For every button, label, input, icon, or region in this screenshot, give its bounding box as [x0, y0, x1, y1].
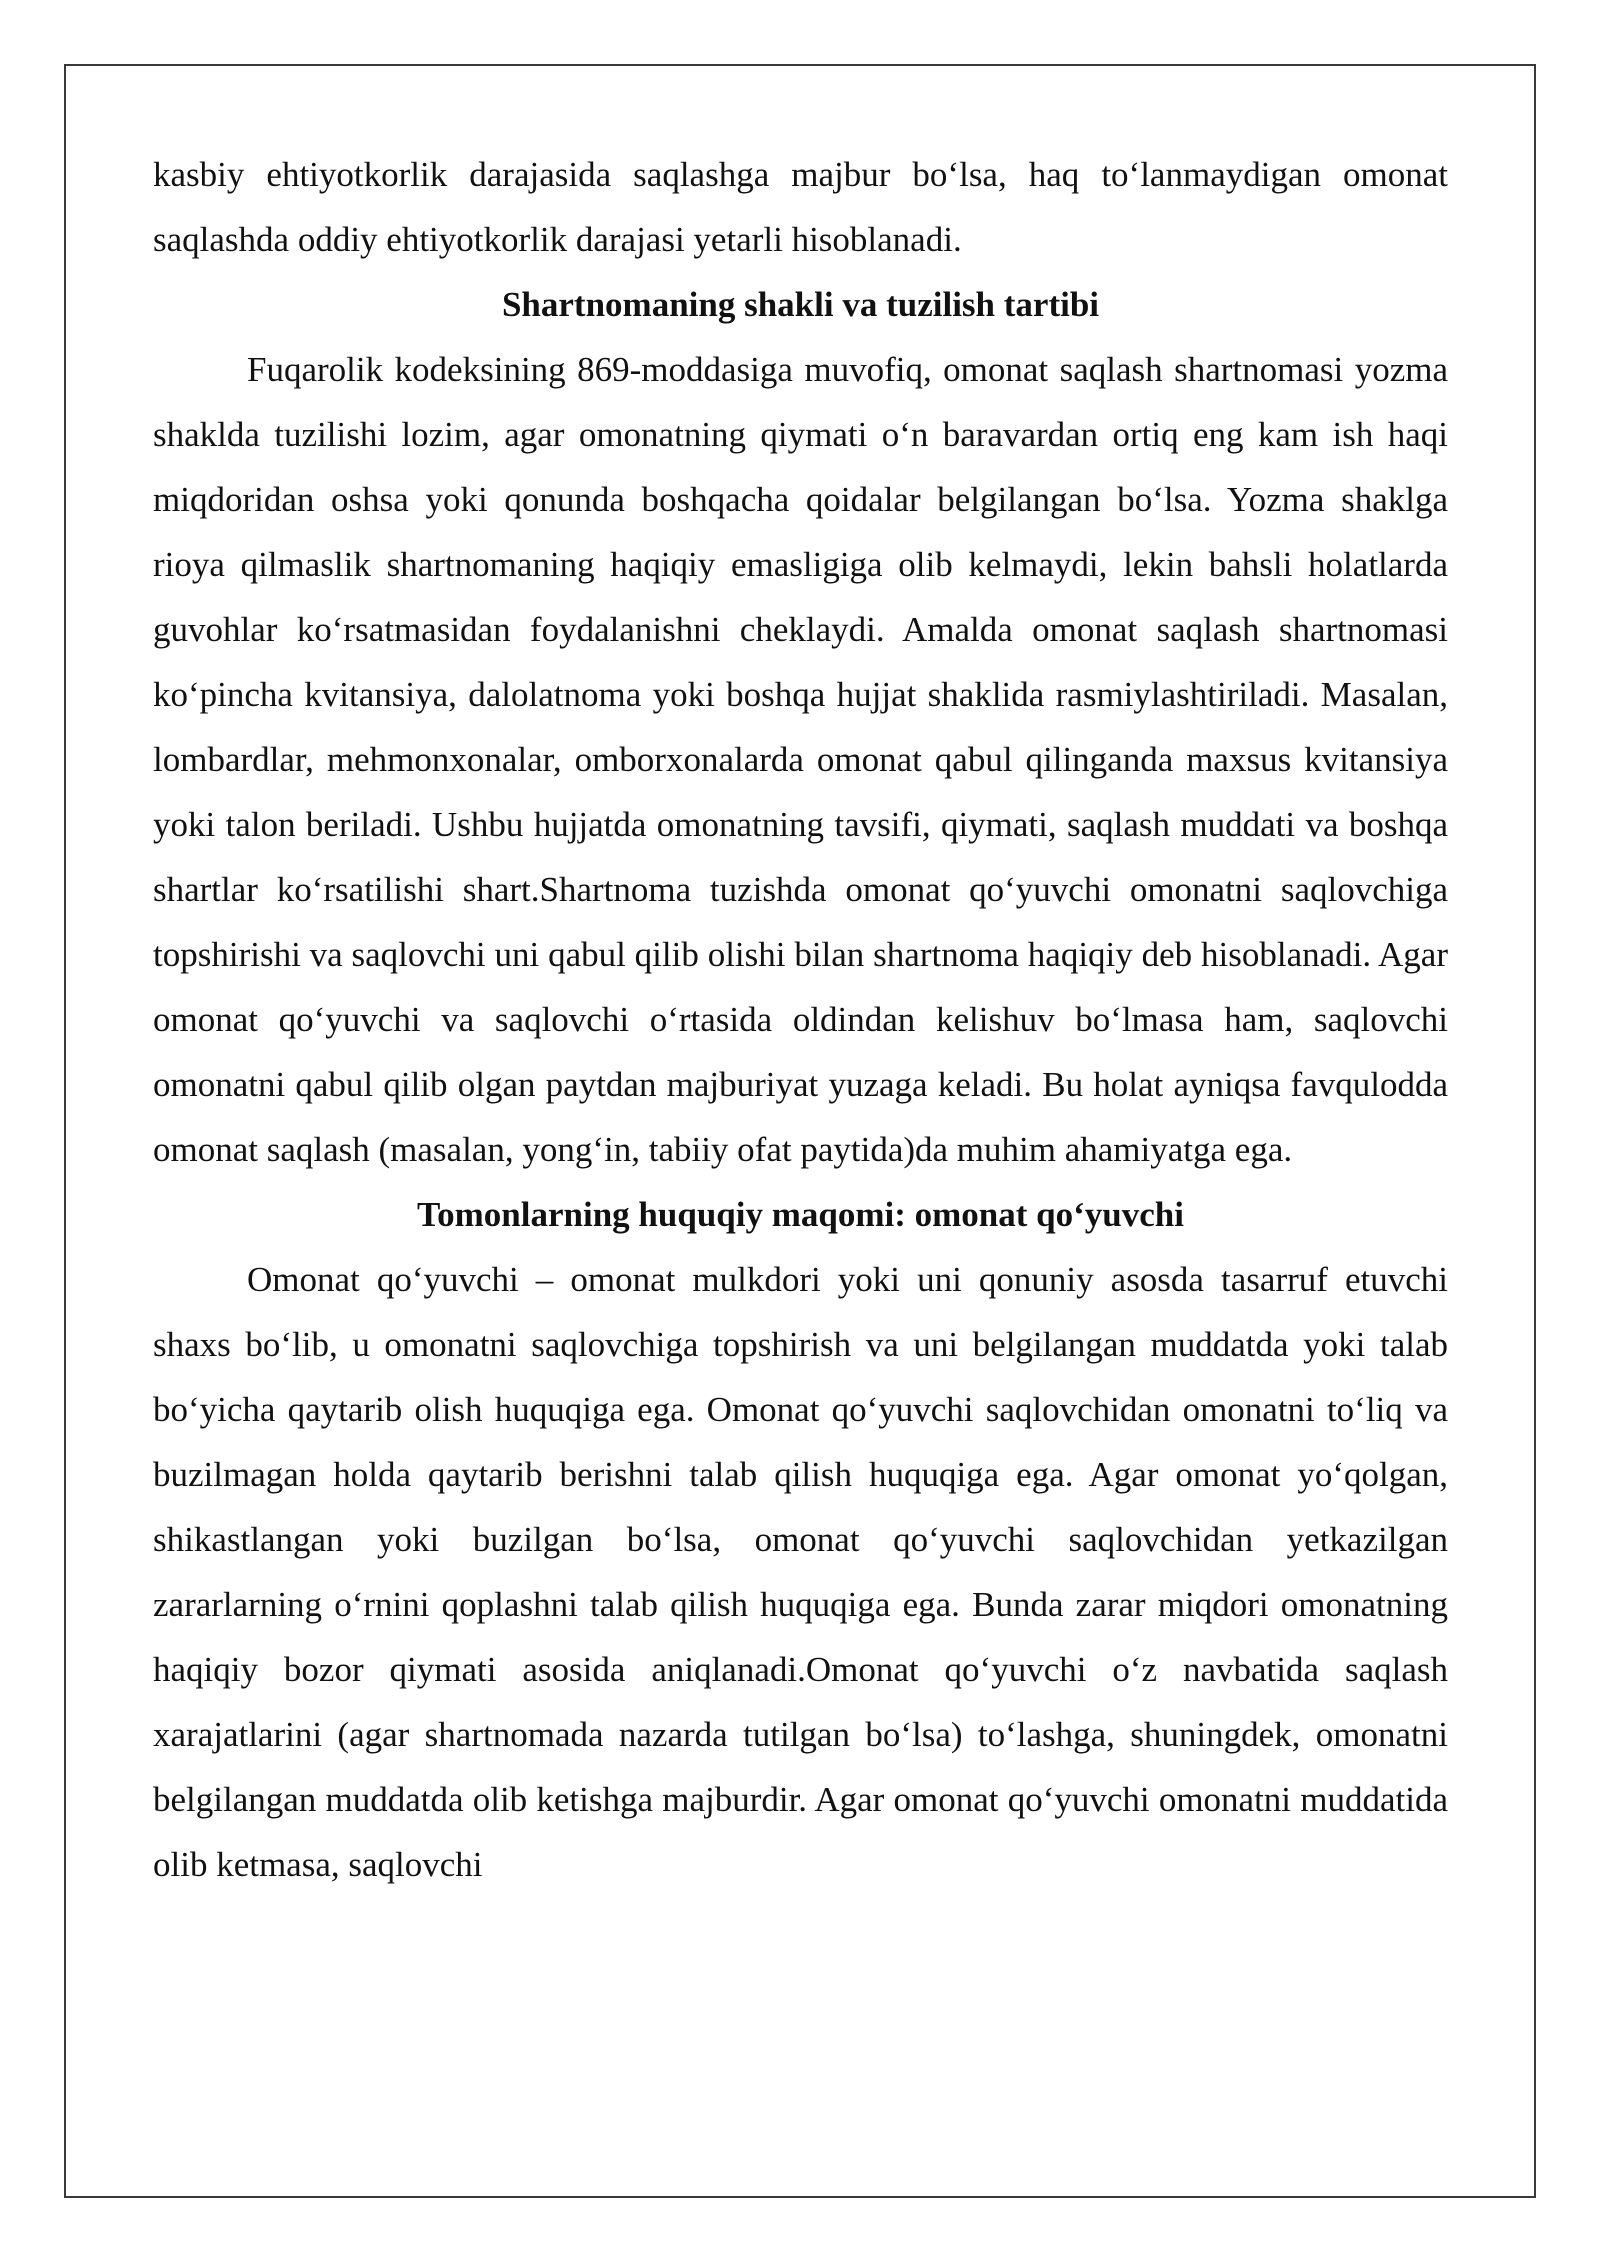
- paragraph-intro: kasbiy ehtiyotkorlik darajasida saqlashga majbur bo‘lsa, haq to‘lanmaydigan omonat saqlashda oddiy ehtiyotkorlik darajasi yetarli hisoblanadi.: [153, 155, 1448, 259]
- paragraph-depositor: Omonat qo‘yuvchi – omonat mulkdori yoki uni qonuniy asosda tasarruf etuvchi shaxs bo‘lib, u omonatni saqlovchiga topshirish va uni belgilangan muddatda yoki talab bo‘yicha qaytarib olish huquqiga ega. Omonat qo‘yuvchi saqlovchidan omonatni to‘liq va buzilmagan holda qaytarib berishni talab qilish huquqiga ega. Agar omonat yo‘qolgan, shikastlangan yoki buzilgan bo‘lsa, omonat qo‘yuvchi saqlovchidan yetkazilgan zararlarning o‘rnini qoplashni talab qilish huquqiga ega. Bunda zarar miqdori omonatning haqiqiy bozor qiymati asosida aniqlanadi.Omonat qo‘yuvchi o‘z navbatida saqlash xarajatlarini (agar shartnomada nazarda tutilgan bo‘lsa) to‘lashga, shuningdek, omonatni belgilangan muddatda olib ketishga majburdir. Agar omonat qo‘yuvchi omonatni muddatida olib ketmasa, saqlovchi: [153, 1260, 1448, 1884]
- paragraph-form: Fuqarolik kodeksining 869-moddasiga muvofiq, omonat saqlash shartnomasi yozma shaklda tuzilishi lozim, agar omonatning qiymati o‘n baravardan ortiq eng kam ish haqi miqdoridan oshsa yoki qonunda boshqacha qoidalar belgilangan bo‘lsa. Yozma shaklga rioya qilmaslik shartnomaning haqiqiy emasligiga olib kelmaydi, lekin bahsli holatlarda guvohlar ko‘rsatmasidan foydalanishni cheklaydi. Amalda omonat saqlash shartnomasi ko‘pincha kvitansiya, dalolatnoma yoki boshqa hujjat shaklida rasmiylashtiriladi. Masalan, lombardlar, mehmonxonalar, omborxonalarda omonat qabul qilinganda maxsus kvitansiya yoki talon beriladi. Ushbu hujjatda omonatning tavsifi, qiymati, saqlash muddati va boshqa shartlar ko‘rsatilishi shart.Shartnoma tuzishda omonat qo‘yuvchi omonatni saqlovchiga topshirishi va saqlovchi uni qabul qilib olishi bilan shartnoma haqiqiy deb hisoblanadi. Agar omonat qo‘yuvchi va saqlovchi o‘rtasida oldindan kelishuv bo‘lmasa ham, saqlovchi omonatni qabul qilib olgan paytdan majburiyat yuzaga keladi. Bu holat ayniqsa favqulodda omonat saqlash (masalan, yong‘in, tabiiy ofat paytida)da muhim ahamiyatga ega.: [153, 350, 1448, 1169]
- section-heading-depositor: Tomonlarning huquqiy maqomi: omonat qo‘yuvchi: [417, 1195, 1184, 1234]
- document-body: [153, 142, 1448, 1897]
- section-heading-form: Shartnomaning shakli va tuzilish tartibi: [501, 285, 1100, 324]
